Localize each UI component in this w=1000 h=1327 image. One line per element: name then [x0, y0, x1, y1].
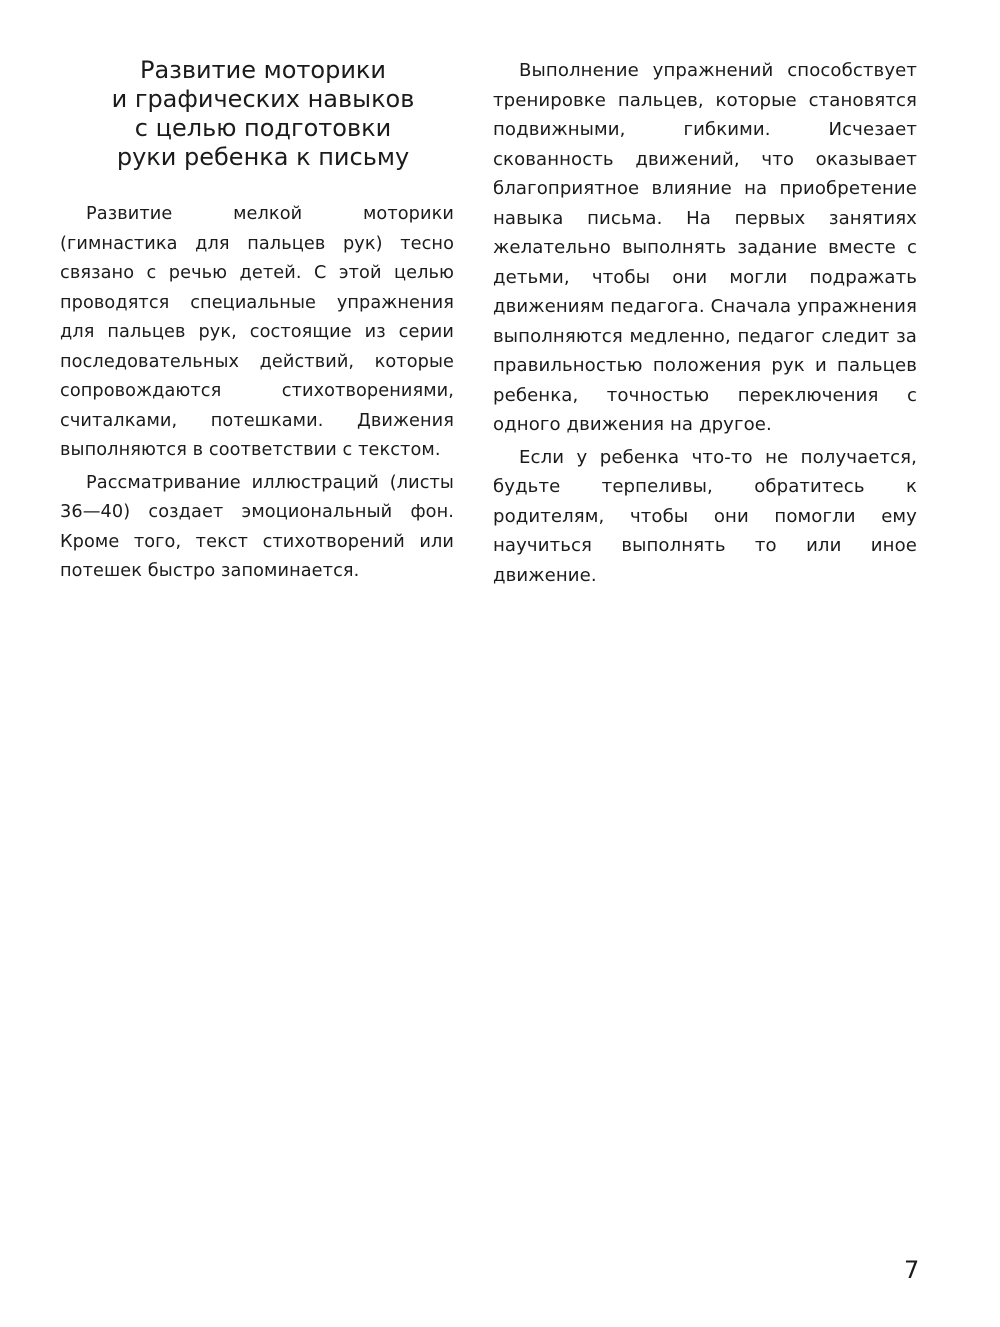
title-line: и графических навыков [111, 85, 415, 113]
title-line: руки ребенка к письму [116, 143, 410, 171]
title-line: Развитие моторики [139, 56, 387, 84]
paragraph: Выполнение упражнений способствует тренировке пальцев, которые становятся подвижными, гибкими. Исчезает скованность движений, что оказывает благоприятное влияние на приобретение навыка письма. На первых занятиях желательно выполнять задание вместе с детьми, чтобы они могли подражать движениям педагога. Сначала упражнения выполняются медленно, педагог следит за правильностью положения рук и пальцев ребенка, точностью переключения с одного движения на другое. [493, 60, 917, 435]
page-number: 7 [904, 1256, 920, 1284]
paragraph: Рассматривание иллюстраций (листы 36—40) создает эмоциональный фон. Кроме того, текст стихотворений или потешек быстро запоминается. [60, 472, 454, 581]
left-column [60, 56, 454, 590]
paragraph: Развитие мелкой моторики (гимнастика для пальцев рук) тесно связано с речью детей. С этой целью проводятся специальные упражнения для пальцев рук, состоящие из серии последовательных действий, которые сопровождаются стихотворениями, считалками, потешками. Движения выполняются в соответствии с текстом. [60, 204, 454, 460]
right-column [493, 56, 917, 593]
paragraph: Если у ребенка что-то не получается, будьте терпеливы, обратитесь к родителям, чтобы они помогли ему научиться выполнять то или иное движение. [493, 446, 917, 586]
section-title [60, 56, 454, 172]
title-line: с целью подготовки [134, 114, 392, 142]
